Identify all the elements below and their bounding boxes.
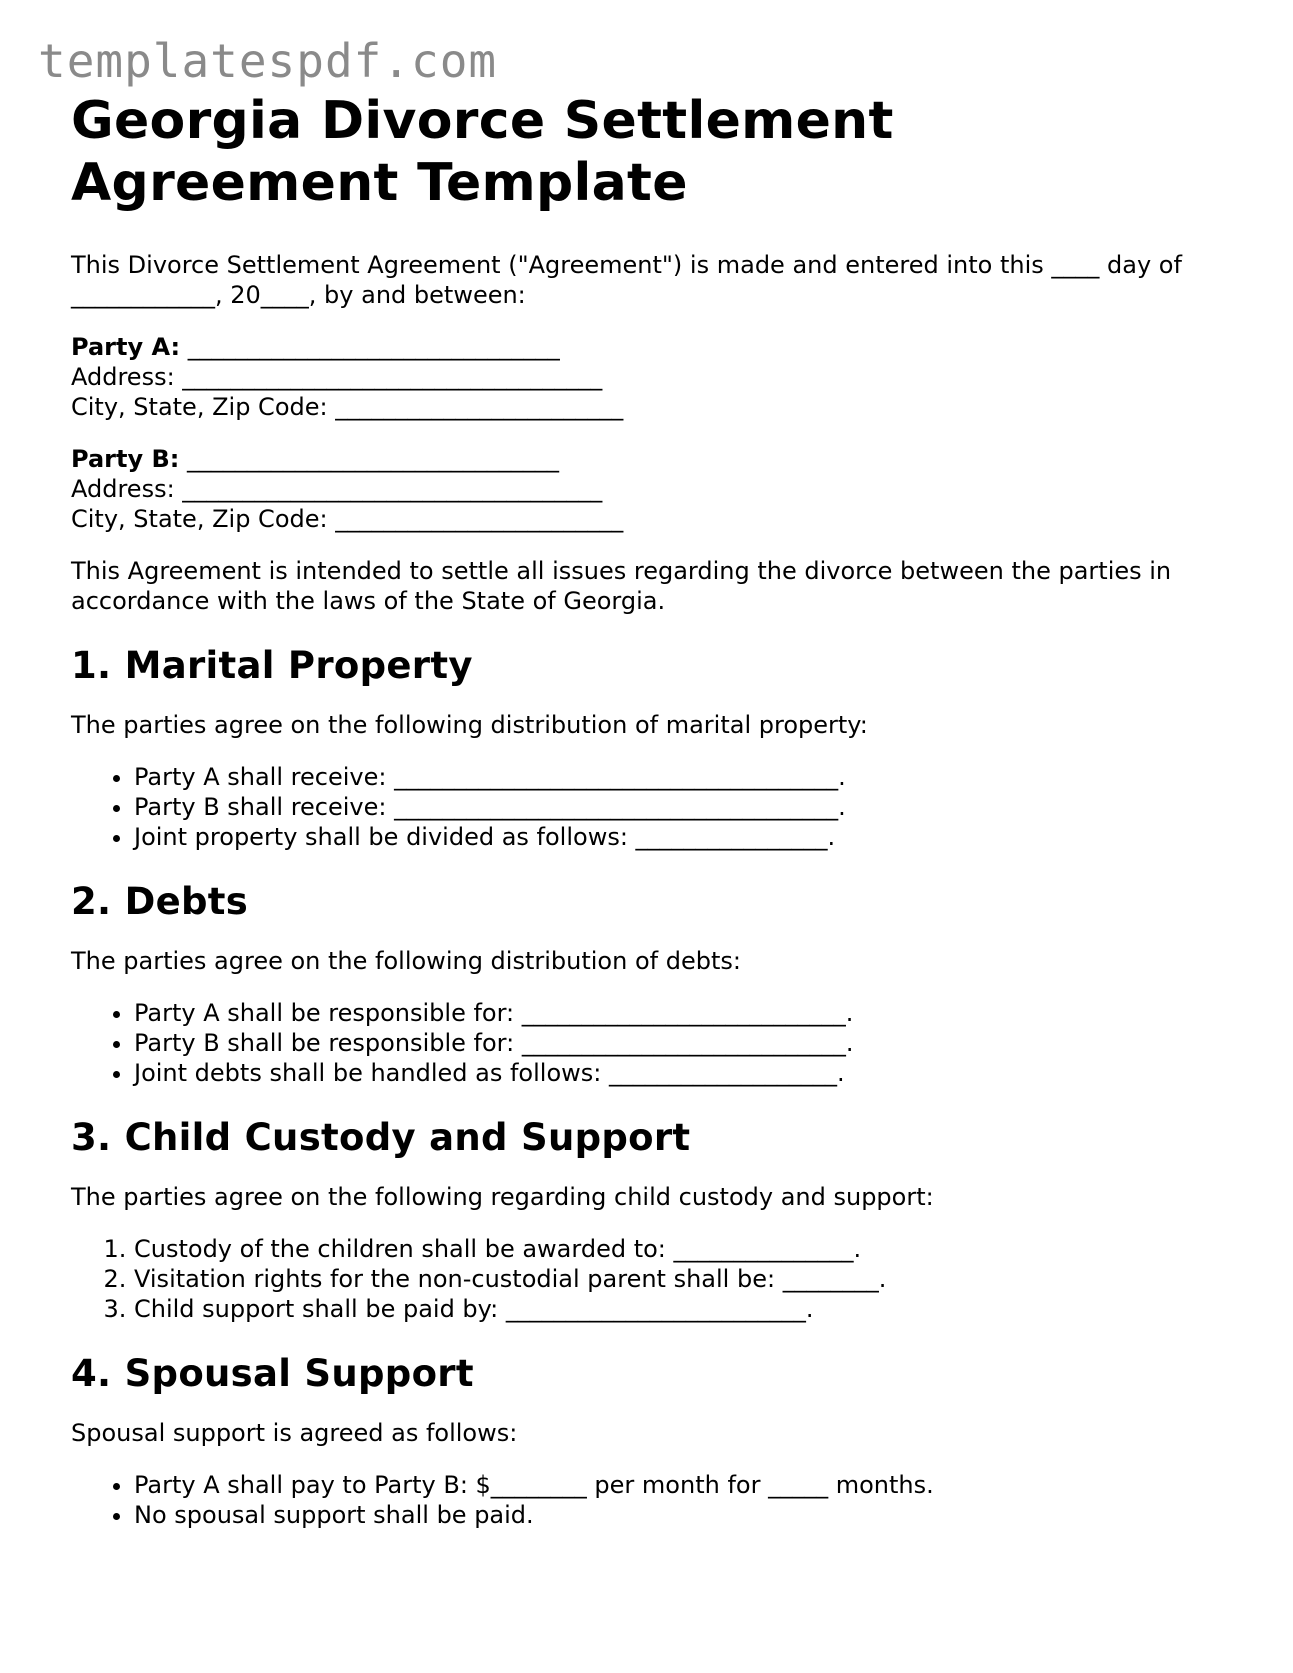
party-a-label: Party A: (71, 333, 181, 361)
section-lead-spousal-support: Spousal support is agreed as follows: (71, 1419, 518, 1447)
party-b-label: Party B: (71, 445, 180, 473)
party-a-line (71, 332, 1231, 362)
purpose-paragraph: This Agreement is intended to settle all issues regarding the divorce between the parties in accordance with the laws of the State of Georgia. (71, 557, 1172, 615)
list-item: • Party A shall be responsible for: ___________________________. (134, 998, 1231, 1028)
debts-list (71, 998, 1231, 1088)
party-b-address: Address: ___________________________________ (71, 475, 603, 503)
section-heading-debts: 2. Debts (71, 880, 249, 923)
list-item: • Party B shall receive: _____________________________________. (134, 792, 1231, 822)
list-item: • Joint debts shall be handled as follows: ___________________. (134, 1058, 1231, 1088)
party-a-name-blank: _______________________________ (180, 333, 560, 361)
list-item: 2. Visitation rights for the non-custodial parent shall be: ________. (134, 1264, 1231, 1294)
party-b-city: City, State, Zip Code: ________________________ (71, 505, 624, 533)
list-item: • No spousal support shall be paid. (134, 1500, 1231, 1530)
party-a-block (71, 332, 1231, 422)
list-item: • Party A shall receive: _____________________________________. (134, 762, 1231, 792)
intro-paragraph: This Divorce Settlement Agreement ("Agreement") is made and entered into this ____ day of ____________, 20____, by and between: (71, 251, 1182, 309)
list-item: • Party A shall pay to Party B: $________ per month for _____ months. (134, 1470, 1231, 1500)
watermark: templatespdf.com (38, 34, 498, 88)
list-item: 1. Custody of the children shall be awarded to: _______________. (134, 1234, 1231, 1264)
party-b-line (71, 444, 1231, 474)
section-lead-marital-property: The parties agree on the following distribution of marital property: (71, 711, 868, 739)
section-lead-child-custody: The parties agree on the following regarding child custody and support: (71, 1183, 934, 1211)
party-b-block (71, 444, 1231, 534)
party-a-address: Address: ___________________________________ (71, 363, 603, 391)
section-heading-marital-property: 1. Marital Property (71, 644, 473, 687)
section-heading-child-custody: 3. Child Custody and Support (71, 1116, 691, 1159)
marital-property-list (71, 762, 1231, 852)
document-page (71, 90, 1231, 1530)
section-lead-debts: The parties agree on the following distribution of debts: (71, 947, 741, 975)
page-title: Georgia Divorce Settlement Agreement Template (71, 91, 894, 213)
spousal-support-list (71, 1470, 1231, 1530)
list-item: 3. Child support shall be paid by: _________________________. (134, 1294, 1231, 1324)
list-item: • Joint property shall be divided as follows: ________________. (134, 822, 1231, 852)
party-a-city: City, State, Zip Code: ________________________ (71, 393, 624, 421)
child-custody-list (71, 1234, 1231, 1324)
list-item: • Party B shall be responsible for: ___________________________. (134, 1028, 1231, 1058)
section-heading-spousal-support: 4. Spousal Support (71, 1352, 474, 1395)
party-b-name-blank: _______________________________ (179, 445, 559, 473)
